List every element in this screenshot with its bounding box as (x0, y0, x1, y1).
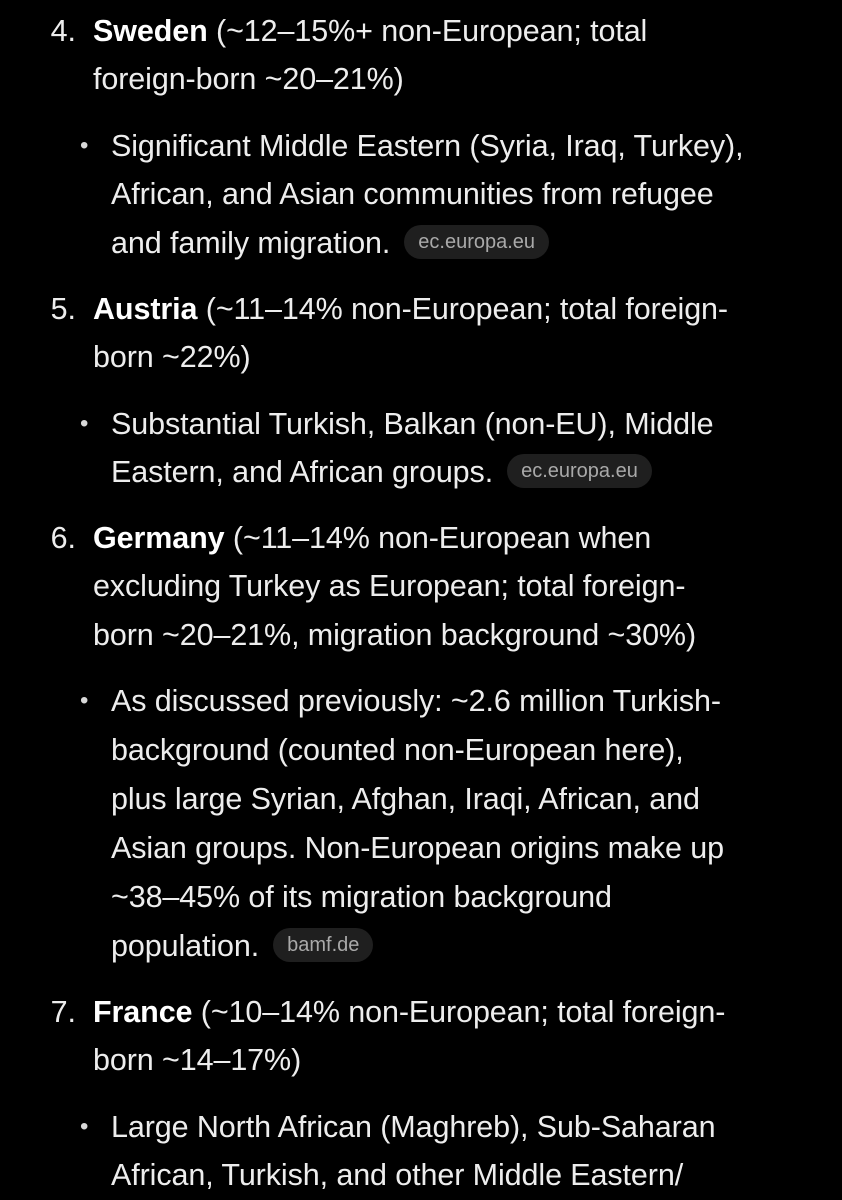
item-heading (93, 988, 725, 1036)
country-name: France (93, 995, 193, 1029)
source-chip[interactable]: ec.europa.eu (404, 225, 549, 259)
item-heading (93, 514, 651, 562)
bullet-line: Asian groups. Non-European origins make up (111, 831, 724, 865)
country-name: Sweden (93, 14, 208, 48)
bullet-text: Eastern, and African groups. (111, 455, 494, 489)
bullet-line: African, and Asian communities from refugee (111, 177, 714, 211)
heading-line-2: born ~14–17%) (93, 1043, 302, 1077)
heading-text: (~12–15%+ non-European; total (207, 14, 648, 48)
bullet-line: Large North African (Maghreb), Sub-Saharan (111, 1110, 716, 1144)
bullet-line: plus large Syrian, Afghan, Iraqi, African, and (111, 782, 700, 816)
heading-text: (~10–14% non-European; total foreign- (192, 995, 726, 1029)
bullet-line: As discussed previously: ~2.6 million Turkish- (111, 684, 721, 718)
list-number: 7. (50, 995, 76, 1029)
bullet-line: Significant Middle Eastern (Syria, Iraq, Turkey), (111, 129, 744, 163)
heading-line-2: born ~22%) (93, 340, 251, 374)
source-chip[interactable]: bamf.de (273, 928, 373, 962)
bullet-dot: • (80, 687, 89, 714)
bullet-text: and family migration. (111, 226, 391, 260)
bullet-line-last (111, 448, 652, 496)
source-chip[interactable]: ec.europa.eu (507, 454, 652, 488)
list-number: 5. (50, 292, 76, 326)
item-heading (93, 285, 728, 333)
heading-line-2: foreign-born ~20–21%) (93, 62, 404, 96)
bullet-text: population. (111, 929, 260, 963)
list-number: 6. (50, 521, 76, 555)
country-name: Germany (93, 521, 225, 555)
heading-text: (~11–14% non-European; total foreign- (197, 292, 728, 326)
item-heading (93, 7, 647, 55)
bullet-line-last (111, 922, 373, 970)
bullet-dot: • (80, 1113, 89, 1140)
heading-line-3: born ~20–21%, migration background ~30%) (93, 618, 697, 652)
bullet-line: background (counted non-European here), (111, 733, 684, 767)
heading-line-2: excluding Turkey as European; total foreign- (93, 569, 686, 603)
bullet-line: African, Turkish, and other Middle Eastern/ (111, 1158, 684, 1192)
bullet-line: ~38–45% of its migration background (111, 880, 612, 914)
country-name: Austria (93, 292, 198, 326)
heading-text: (~11–14% non-European when (224, 521, 652, 555)
bullet-dot: • (80, 132, 89, 159)
bullet-line-last (111, 219, 549, 267)
bullet-dot: • (80, 410, 89, 437)
list-number: 4. (50, 14, 76, 48)
bullet-line: Substantial Turkish, Balkan (non-EU), Middle (111, 407, 714, 441)
